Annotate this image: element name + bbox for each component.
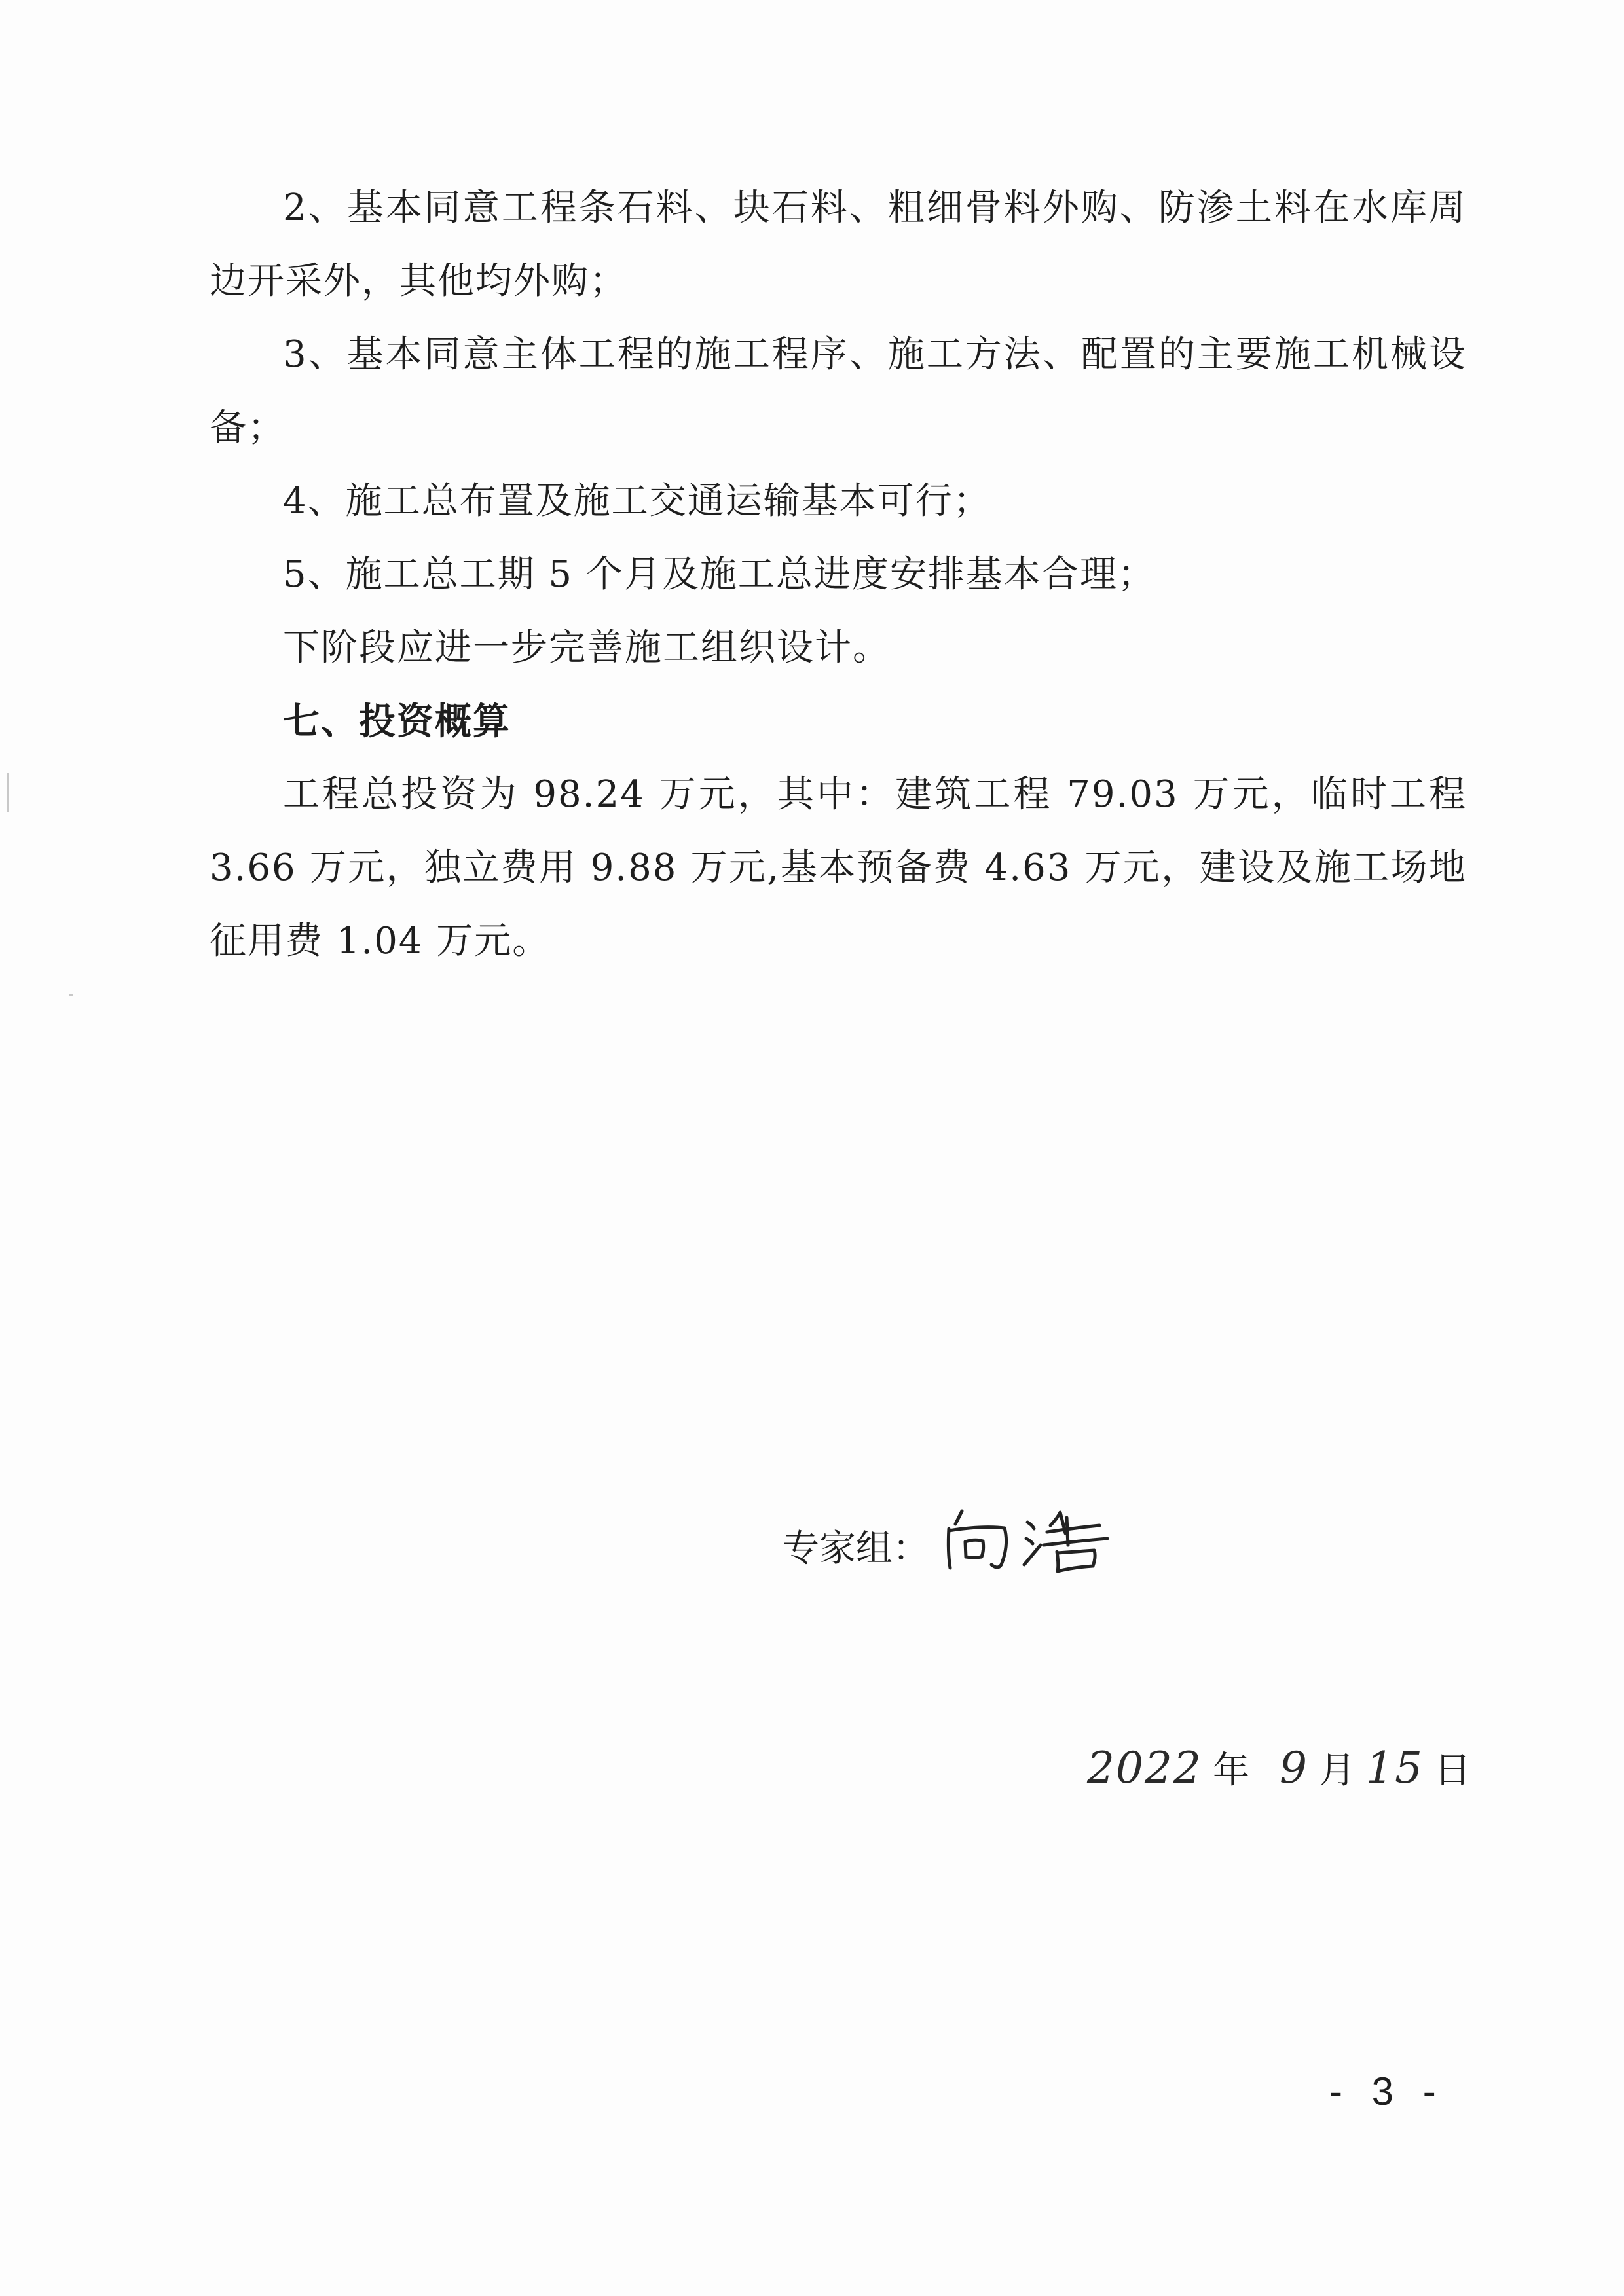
handwritten-signature bbox=[936, 1499, 1132, 1599]
signature-drawing bbox=[936, 1499, 1132, 1578]
paragraph-item-5: 5、施工总工期 5 个月及施工总进度安排基本合理； bbox=[283, 553, 1156, 596]
paragraph-item-3: 3、基本同意主体工程的施工程序、施工方法、配置的主要施工机械设备； bbox=[210, 333, 1467, 449]
document-body bbox=[210, 172, 1467, 978]
date-day-unit: 日 bbox=[1433, 1749, 1471, 1792]
date-year: 2022 bbox=[1087, 1743, 1202, 1793]
date-month-unit: 月 bbox=[1318, 1749, 1356, 1792]
date-day: 15 bbox=[1365, 1743, 1424, 1793]
investment-paragraph: 工程总投资为 98.24 万元，其中：建筑工程 79.03 万元，临时工程 3.66 万元，独立费用 9.88 万元,基本预备费 4.63 万元，建设及施工场地征用费 1.04 万元。 bbox=[210, 773, 1467, 962]
date-year-unit: 年 bbox=[1212, 1749, 1249, 1792]
paragraph-next-stage: 下阶段应进一步完善施工组织设计。 bbox=[283, 627, 891, 669]
signature-label: 专家组： bbox=[783, 1527, 929, 1570]
scan-artifact bbox=[7, 773, 9, 812]
paragraph-item-4: 4、施工总布置及施工交通运输基本可行； bbox=[283, 480, 991, 522]
section-heading: 七、投资概算 bbox=[283, 700, 511, 743]
date-month: 9 bbox=[1279, 1743, 1308, 1793]
scan-artifact bbox=[69, 994, 73, 996]
signing-date bbox=[1087, 1741, 1471, 1794]
signature-block bbox=[783, 1499, 1132, 1599]
paragraph-item-2: 2、基本同意工程条石料、块石料、粗细骨料外购、防渗土料在水库周边开采外，其他均外购； bbox=[210, 187, 1467, 302]
page-number: - 3 - bbox=[1329, 2069, 1445, 2113]
